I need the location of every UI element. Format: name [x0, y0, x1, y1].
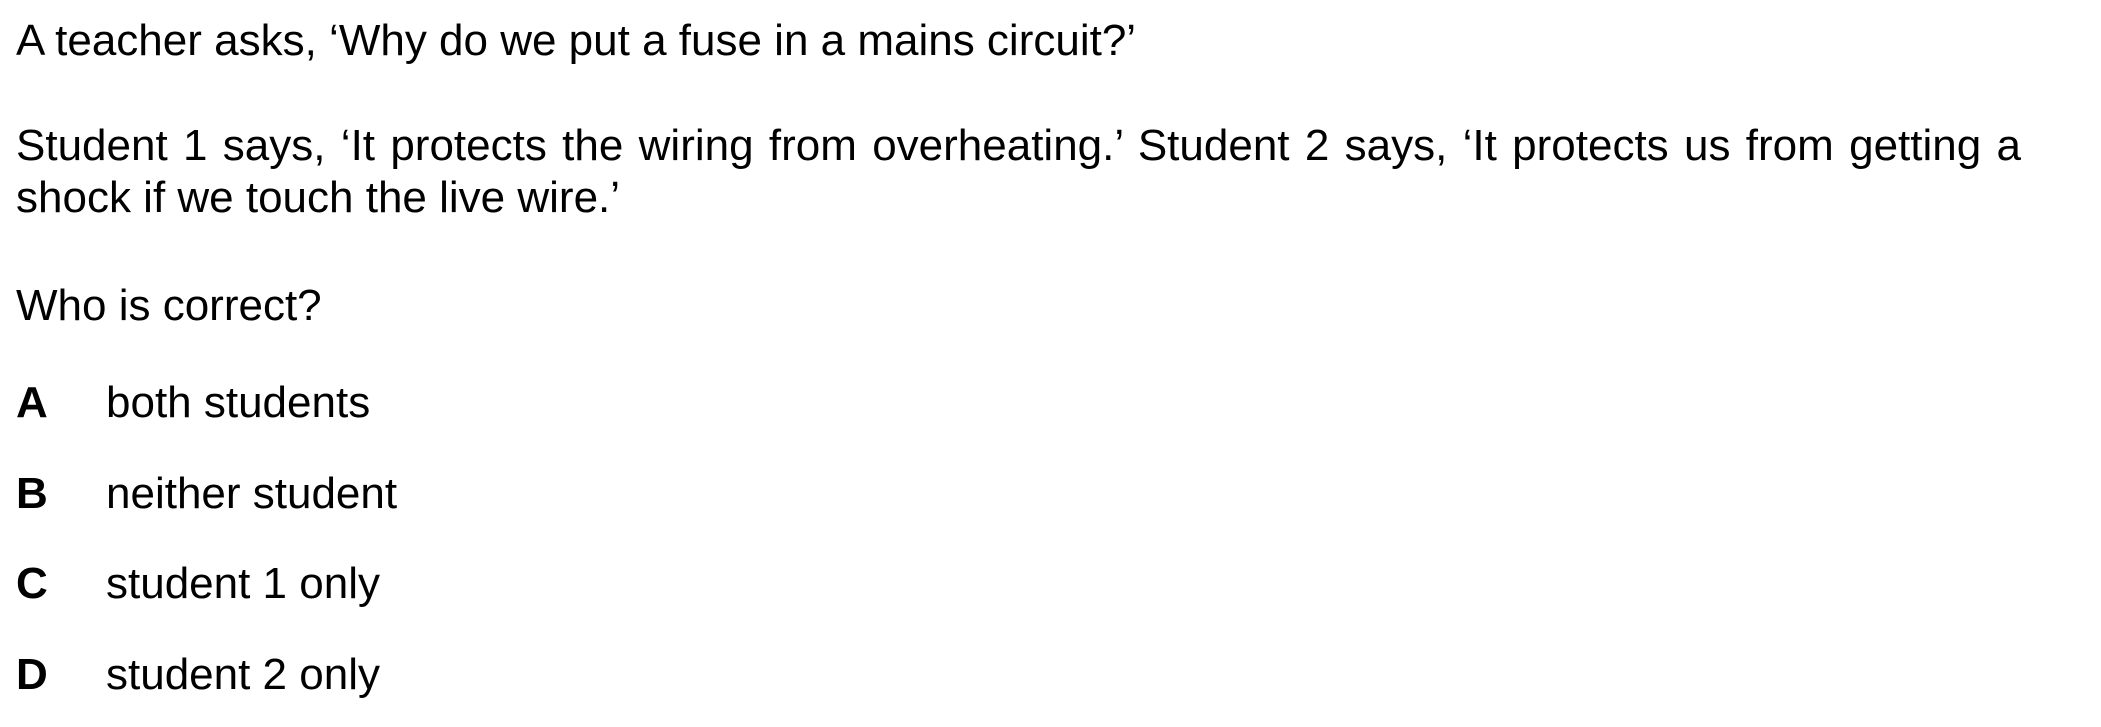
student-statements: Student 1 says, ‘It protects the wiring from overheating.’ Student 2 says, ‘It protects us from getting a shock if we touch the live wire.’ — [16, 121, 2021, 222]
question-prompt: Who is correct? — [16, 281, 322, 330]
option-letter: B — [16, 469, 48, 518]
question-intro: A teacher asks, ‘Why do we put a fuse in a mains circuit?’ — [16, 16, 1137, 65]
option-letter: D — [16, 650, 48, 699]
option-text: student 2 only — [106, 650, 380, 699]
option-letter: C — [16, 559, 48, 608]
option-text: neither student — [106, 469, 398, 518]
question-page — [16, 0, 2026, 727]
option-letter: A — [16, 378, 48, 427]
option-text: student 1 only — [106, 559, 380, 608]
option-text: both students — [106, 378, 371, 427]
